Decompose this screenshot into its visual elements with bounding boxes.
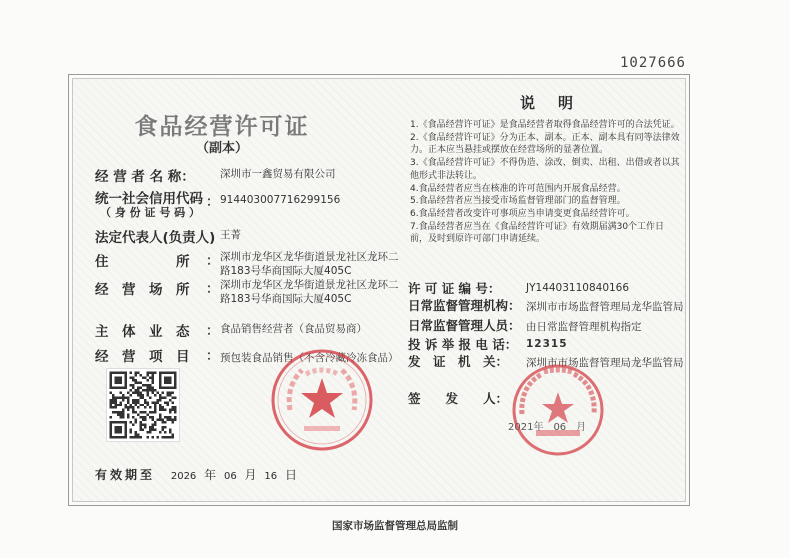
credit-code-value: 914403007716299156 (220, 194, 341, 206)
notice-list (410, 119, 680, 246)
validity-year: 2026 (170, 471, 197, 482)
qr-code (106, 368, 180, 442)
premises-separator: ： (206, 282, 220, 297)
main-business-label: 主 体 业 态 (95, 324, 190, 340)
validity-day-unit: 日 (284, 468, 297, 482)
footer-issuer: 国家市场监督管理总局监制 (332, 520, 458, 532)
notice-item: 5.食品经营者应当接受市场监督管理部门的监督管理。 (410, 196, 626, 207)
business-items-separator: ： (206, 349, 220, 364)
issue-date: 2021年 06 月 (508, 422, 587, 433)
notice-item: 2.《食品经营许可证》分为正本、副本。正本、副本具有同等法律效力。正本应当悬挂或摆放在经营场所的显著位置。 (410, 132, 680, 156)
validity-year-unit: 年 (204, 468, 217, 482)
validity-month: 06 (223, 471, 237, 482)
legal-rep-label: 法定代表人(负责人) (95, 230, 216, 246)
issuer-label: 签 发 人： (408, 391, 509, 406)
legal-rep-value: 王菁 (220, 229, 241, 241)
notice-item: 4.食品经营者应当在核准的许可范围内开展食品经营。 (410, 183, 626, 194)
operator-label: 经 营 者 名 称： (95, 169, 195, 185)
credit-code-sub-label: （ 身 份 证 号 码 ） (100, 206, 200, 219)
supervision-org-label: 日常监督管理机构： (408, 298, 521, 313)
address-value: 深圳市龙华区龙华街道景龙社区龙环二路183号华商国际大厦405C (220, 251, 399, 277)
address-separator: ： (206, 254, 220, 269)
notice-item: 3.《食品经营许可证》不得伪造、涂改、倒卖、出租、出借或者以其他形式非法转让。 (410, 158, 680, 181)
notice-item: 6.食品经营者改变许可事项应当申请变更食品经营许可。 (410, 208, 635, 219)
serial-number: 1027666 (619, 55, 686, 71)
notice-item: 1.《食品经营许可证》是食品经营者取得食品经营许可的合法凭证。 (410, 120, 680, 130)
notice-item: 7.食品经营者应当在《食品经营许可证》有效期届满30个工作日前，及时到原许可部门申请延续。 (410, 221, 665, 245)
validity-line (95, 466, 297, 483)
complaint-phone-label: 投 诉 举 报 电 话： (408, 337, 518, 352)
validity-month-unit: 月 (244, 468, 257, 482)
notice-title: 说 明 (520, 94, 578, 112)
license-number-label: 许 可 证 编 号： (408, 281, 501, 296)
credit-code-label: 统一社会信用代码 (95, 191, 203, 207)
supervisor-label: 日常监督管理人员： (408, 318, 521, 333)
certificate-subtitle: （副本） (195, 141, 248, 156)
main-business-value: 食品销售经营者（食品贸易商） (220, 323, 367, 335)
premises-value: 深圳市龙华区龙华街道景龙社区龙环二路183号华商国际大厦405C (220, 279, 399, 305)
business-items-label: 经 营 项 目 (95, 349, 190, 365)
certificate-title: 食品经营许可证 (134, 113, 310, 140)
issuing-org-value: 深圳市市场监督管理局龙华监管局 (526, 357, 684, 369)
main-business-separator: ： (206, 324, 220, 339)
business-items-value: 预包装食品销售（不含冷藏冷冻食品） (220, 352, 399, 364)
supervisor-value: 由日常监督管理机构指定 (526, 321, 642, 333)
authority-seal (510, 362, 606, 458)
license-number-value: JY14403110840166 (526, 282, 630, 294)
credit-code-separator: ： (206, 195, 220, 210)
complaint-phone-value: 12315 (526, 338, 568, 350)
operator-value: 深圳市一鑫贸易有限公司 (220, 168, 336, 180)
supervision-org-value: 深圳市市场监督管理局龙华监管局 (526, 301, 684, 313)
premises-label: 经 营 场 所 (95, 282, 190, 298)
issuing-org-label: 发 证 机 关： (408, 354, 509, 369)
company-seal (268, 346, 376, 454)
validity-day: 16 (264, 471, 278, 482)
address-label: 住 所 (95, 254, 190, 270)
validity-label: 有效期至 (95, 468, 156, 482)
